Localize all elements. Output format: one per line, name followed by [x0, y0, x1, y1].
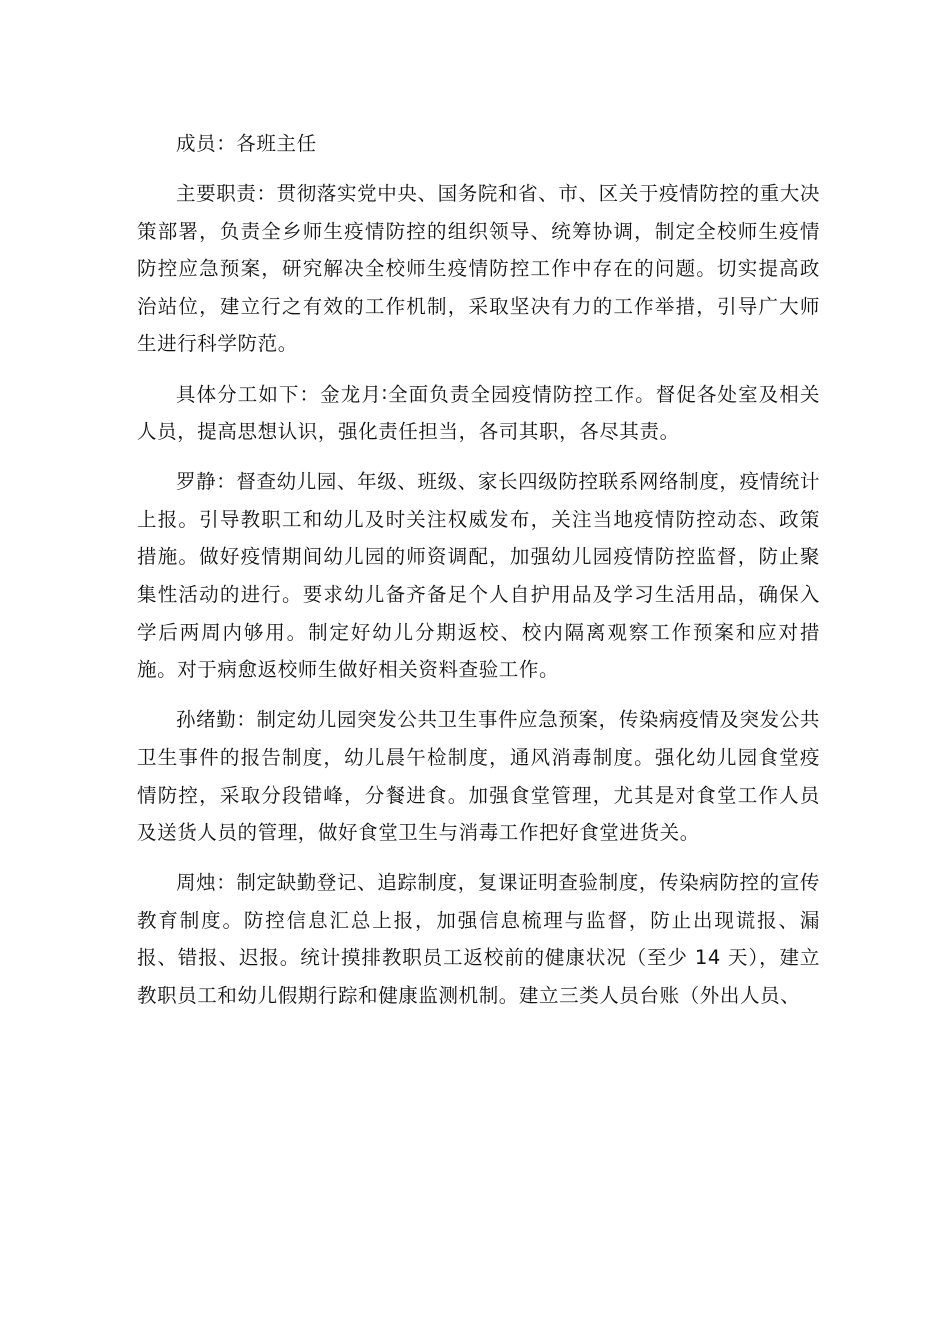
paragraph-main-duties: 主要职责：贯彻落实党中央、国务院和省、市、区关于疫情防控的重大决策部署，负责全乡师生疫情防控的组织领导、统筹协调，制定全校师生疫情防控应急预案，研究解决全校师生疫情防控工作中存在的问题。切实提高政治站位，建立行之有效的工作机制，采取坚决有力的工作举措，引导广大师生进行科学防范。: [137, 182, 820, 356]
paragraph-luo-jing: 罗静：督查幼儿园、年级、班级、家长四级防控联系网络制度，疫情统计上报。引导教职工和幼儿及时关注权威发布，关注当地疫情防控动态、政策措施。做好疫情期间幼儿园的师资调配，加强幼儿园疫情防控监督，防止聚集性活动的进行。要求幼儿备齐备足个人自护用品及学习生活用品，确保入学后两周内够用。制定好幼儿分期返校、校内隔离观察工作预案和应对措施。对于病愈返校师生做好相关资料查验工作。: [137, 470, 820, 682]
paragraph-zhou-zhu: 周烛：制定缺勤登记、追踪制度，复课证明查验制度，传染病防控的宣传教育制度。防控信息汇总上报，加强信息梳理与监督，防止出现谎报、漏报、错报、迟报。统计摸排教职员工返校前的健康状况（至少 14 天），建立教职员工和幼儿假期行踪和健康监测机制。建立三类人员台账（外出人员、: [137, 871, 820, 1007]
paragraph-division-of-work: 具体分工如下：金龙月∶全面负责全园疫情防控工作。督促各处室及相关人员，提高思想认识，强化责任担当，各司其职，各尽其责。: [137, 382, 820, 444]
paragraph-sun-xuqin: 孙绪勤：制定幼儿园突发公共卫生事件应急预案，传染病疫情及突发公共卫生事件的报告制度，幼儿晨午检制度，通风消毒制度。强化幼儿园食堂疫情防控，采取分段错峰，分餐进食。加强食堂管理，尤其是对食堂工作人员及送货人员的管理，做好食堂卫生与消毒工作把好食堂进货关。: [137, 708, 820, 845]
paragraph-members: 成员：各班主任: [176, 132, 317, 155]
document-body: [137, 125, 820, 1027]
